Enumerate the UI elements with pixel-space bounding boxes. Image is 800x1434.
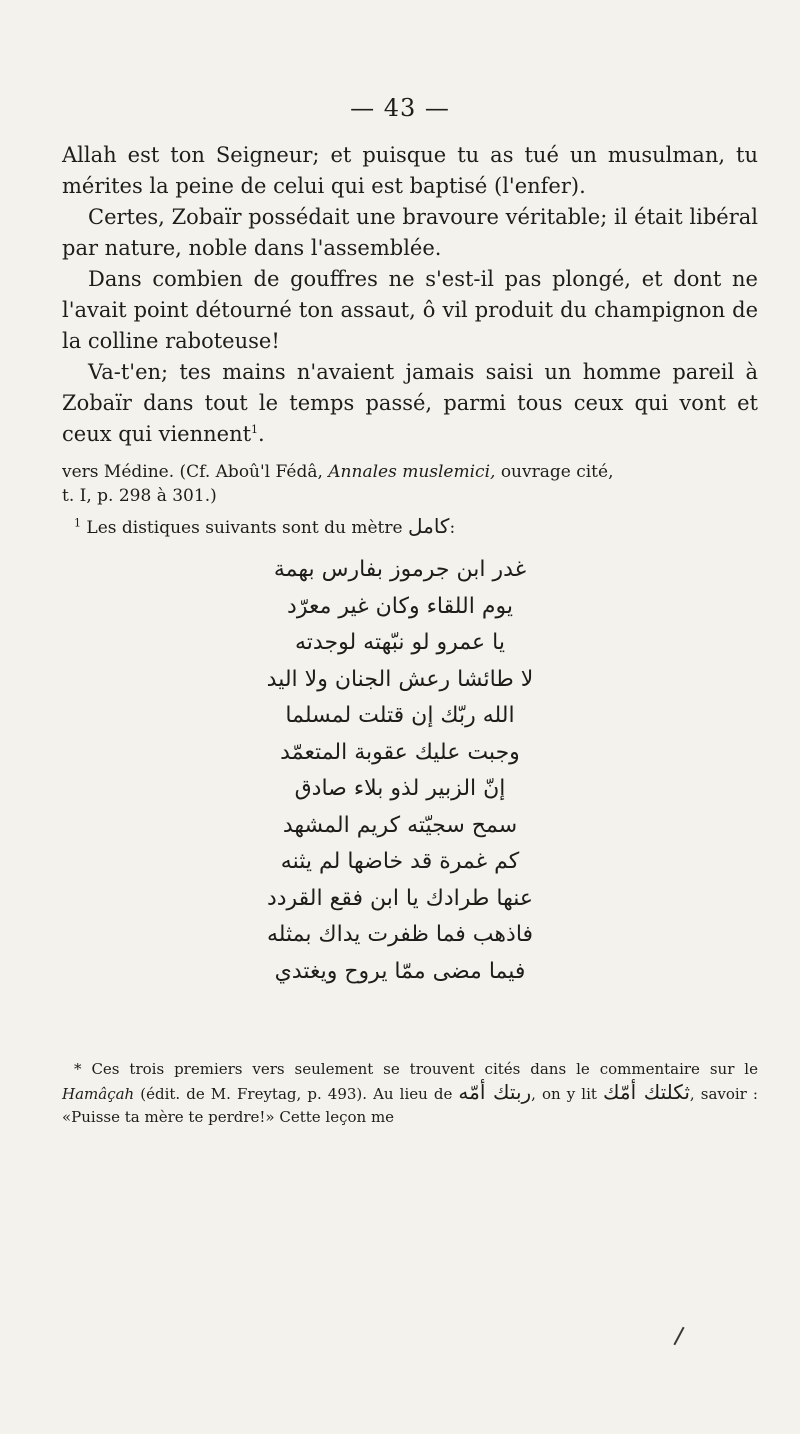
verse-line: فاذهب فما ظفرت يداك بمثله <box>266 922 534 947</box>
paragraph: Va-t'en; tes mains n'avaient jamais saisi un homme pareil à Zobaïr dans tout le temps passé, parmi tous ceux qui vont et ceux qui viennent$^1$. <box>62 360 758 446</box>
work-title: Hamâçah <box>62 1085 135 1103</box>
ink-mark <box>673 1327 684 1346</box>
verse-line: كم غمرة قد خاضها لم يثنه <box>280 849 520 874</box>
verse-line: إنّ الزبير لذو بلاء صادق <box>294 776 506 801</box>
verse-line: سمح سجيّته كريم المشهد <box>282 812 518 838</box>
arabic-variant: ثكلتك أمّك <box>603 1080 690 1104</box>
paragraph: Certes, Zobaïr possédait une bravoure véritable; il était libéral par nature, noble dans l'assemblée. <box>62 205 758 260</box>
page-number: — 43 — <box>350 94 450 122</box>
verse-line: فيما مضى ممّا يروح ويغتدي <box>274 958 526 984</box>
footnote-marker: * <box>74 1060 82 1078</box>
footnote-1: $^1$ Les distiques suivants sont du mètre كامل: <box>74 514 456 538</box>
verse-line: يوم اللقاء وكان غير معرّد <box>287 593 513 619</box>
verse-line: الله ربّك إن قتلت لمسلما <box>285 703 515 728</box>
verse-line: غدر ابن جرموز بفارس بهمة <box>273 557 527 582</box>
verse-line: وجبت عليك عقوبة المتعمّد <box>280 739 520 765</box>
footnote-continuation: vers Médine. (Cf. Aboû'l Fédâ, Annales muslemici, ouvrage cité, t. I, p. 298 à 301.) <box>62 462 614 506</box>
paragraph: Dans combien de gouffres ne s'est-il pas plongé, et dont ne l'avait point détourné ton assaut, ô vil produit du champignon de la colline raboteuse! <box>62 267 758 353</box>
footnote-ref: 1 <box>251 423 259 436</box>
verse-line: عنها طرادك يا ابن فقع القردد <box>266 885 534 911</box>
verse-line: لا طائشا رعش الجنان ولا اليد <box>266 666 534 692</box>
verse-line: يا عمرو لو نبّهته لوجدته <box>295 630 505 655</box>
main-text <box>62 140 758 450</box>
metre-name: كامل <box>407 514 450 538</box>
work-title: Annales muslemici, <box>328 462 496 482</box>
footnote-marker: 1 <box>74 516 81 530</box>
arabic-verses <box>100 552 700 990</box>
paragraph: Allah est ton Seigneur; et puisque tu as tué un musulman, tu mérites la peine de celui qui est baptisé (l'enfer). <box>62 143 758 198</box>
arabic-variant: ربتك أمّه <box>458 1080 532 1104</box>
footnote-star: * Ces trois premiers vers seulement se trouvent cités dans le commentaire sur le Hamâçah (édit. de M. Freytag, p. 493). Au lieu de ربتك أمّه, on y lit ثكلتك أمّك, savoir : «Puisse ta mère te perdre!» Cette leçon me <box>62 1060 758 1126</box>
